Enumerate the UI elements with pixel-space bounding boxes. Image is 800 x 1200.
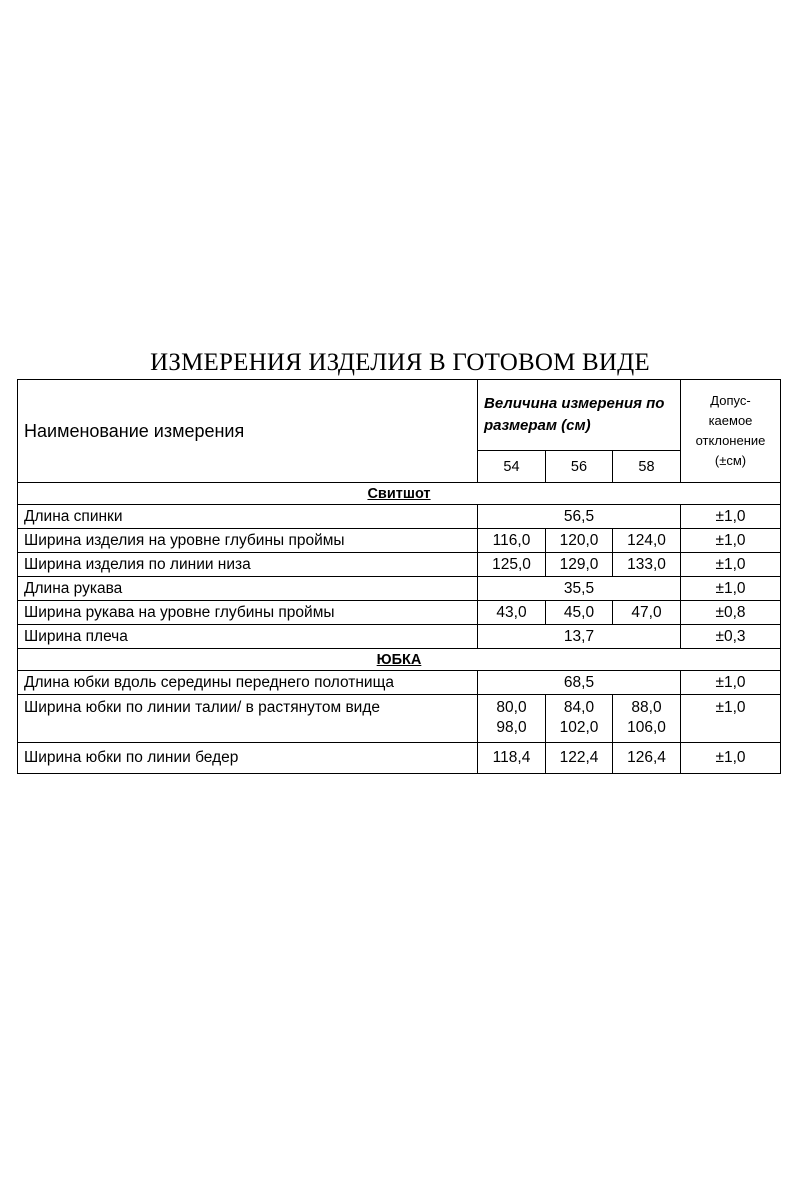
measurement-value-54: 125,0 [478,553,546,577]
header-tolerance-line: Допус- [710,393,751,408]
document-title: ИЗМЕРЕНИЯ ИЗДЕЛИЯ В ГОТОВОМ ВИДЕ [150,349,650,376]
header-size-group: Величина измерения по размерам (см) [478,380,681,451]
measurement-name: Длина спинки [18,505,478,529]
tolerance-value: ±1,0 [681,695,781,743]
value-stretched: 98,0 [496,719,527,736]
measurement-value-58: 124,0 [613,529,681,553]
value-stretched: 106,0 [627,719,666,736]
section-row [18,649,781,671]
measurement-name: Ширина плеча [18,625,478,649]
section-title: ЮБКА [18,649,781,671]
tolerance-value: ±1,0 [681,671,781,695]
header-tolerance-line: каемое [708,413,753,428]
measurement-value-58: 126,4 [613,743,681,774]
measurement-value-54 [478,695,546,743]
measurements-table [17,379,781,774]
measurement-name: Ширина юбки по линии талии/ в растянутом виде [18,695,478,743]
measurement-value-all-sizes: 35,5 [478,577,681,601]
table-row [18,625,781,649]
value-relaxed: 84,0 [563,699,595,716]
tolerance-value: ±1,0 [681,529,781,553]
measurement-value-56 [546,695,613,743]
measurement-name: Ширина изделия по линии низа [18,553,478,577]
table-row [18,695,781,743]
table-row [18,529,781,553]
measurement-value-54: 116,0 [478,529,546,553]
measurement-value-58: 133,0 [613,553,681,577]
measurement-name: Длина юбки вдоль середины переднего полотнища [18,671,478,695]
measurement-value-58 [613,695,681,743]
tolerance-value: ±0,8 [681,601,781,625]
table-row [18,743,781,774]
section-row [18,483,781,505]
table-row [18,505,781,529]
header-tolerance [681,380,781,483]
header-size-58: 58 [613,451,681,483]
table-row [18,577,781,601]
value-stretched: 102,0 [559,719,599,736]
measurement-name: Длина рукава [18,577,478,601]
header-measurement-name: Наименование измерения [18,380,478,483]
measurement-value-58: 47,0 [613,601,681,625]
table-row [18,671,781,695]
measurement-value-56: 120,0 [546,529,613,553]
measurement-value-56: 122,4 [546,743,613,774]
measurement-value-all-sizes: 68,5 [478,671,681,695]
measurement-value-56: 129,0 [546,553,613,577]
header-tolerance-line: отклонение [695,433,766,448]
measurement-name: Ширина юбки по линии бедер [18,743,478,774]
tolerance-value: ±1,0 [681,505,781,529]
measurement-name: Ширина изделия на уровне глубины проймы [18,529,478,553]
measurement-value-56: 45,0 [546,601,613,625]
measurement-value-54: 43,0 [478,601,546,625]
table-row [18,601,781,625]
tolerance-value: ±1,0 [681,577,781,601]
tolerance-value: ±1,0 [681,743,781,774]
measurement-value-all-sizes: 13,7 [478,625,681,649]
header-size-54: 54 [478,451,546,483]
measurement-value-all-sizes: 56,5 [478,505,681,529]
measurement-value-54: 118,4 [478,743,546,774]
header-size-56: 56 [546,451,613,483]
table-header-row [18,380,781,451]
header-tolerance-line: (±см) [714,453,747,468]
measurement-name: Ширина рукава на уровне глубины проймы [18,601,478,625]
table-row [18,553,781,577]
section-title: Свитшот [18,483,781,505]
value-relaxed: 88,0 [631,699,662,716]
tolerance-value: ±1,0 [681,553,781,577]
tolerance-value: ±0,3 [681,625,781,649]
value-relaxed: 80,0 [496,699,527,716]
